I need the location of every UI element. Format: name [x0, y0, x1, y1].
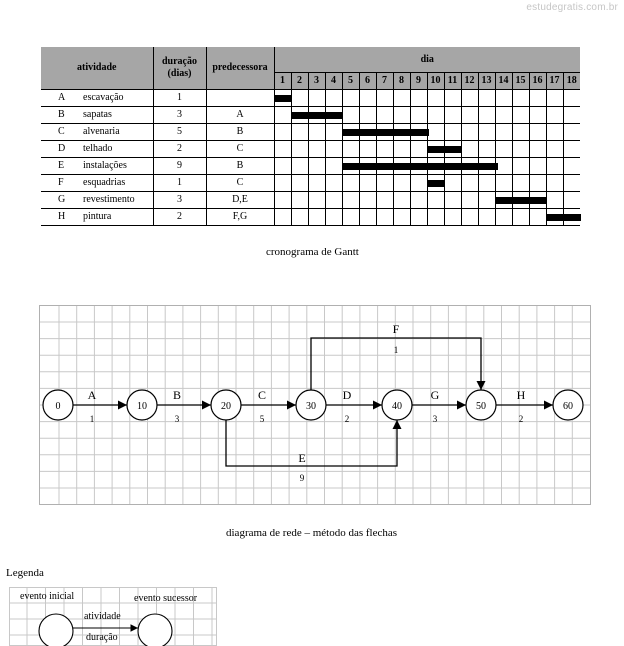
day-number: 14 — [495, 72, 512, 89]
watermark: estudegratis.com.br — [526, 2, 618, 13]
day-number: 5 — [342, 72, 359, 89]
legend-initial-node — [39, 614, 73, 646]
day-number: 11 — [444, 72, 461, 89]
day-number: 12 — [461, 72, 478, 89]
header-predecessor: predecessora — [206, 47, 274, 89]
activity-duration: 2 — [344, 414, 350, 424]
activity-label-f: F — [392, 322, 400, 336]
activity-predecessor: D,E — [206, 191, 274, 208]
activity-name: instalações — [83, 157, 153, 174]
activity-duration: 2 — [518, 414, 524, 424]
activity-name: telhado — [83, 140, 153, 157]
day-number: 15 — [512, 72, 529, 89]
activity-duration: 5 — [153, 123, 206, 140]
event-node-label: 30 — [306, 401, 316, 412]
day-number: 7 — [376, 72, 393, 89]
activity-predecessor: B — [206, 123, 274, 140]
activity-label: D — [342, 388, 352, 402]
activity-label: A — [87, 388, 97, 402]
day-number: 3 — [308, 72, 325, 89]
header-day: dia — [274, 47, 580, 72]
activity-predecessor: C — [206, 140, 274, 157]
activity-duration: 1 — [153, 174, 206, 191]
activity-label: G — [430, 388, 440, 402]
activity-duration: 2 — [153, 140, 206, 157]
activity-id: F — [41, 174, 83, 191]
day-number: 9 — [410, 72, 427, 89]
activity-duration: 3 — [432, 414, 438, 424]
header-duration: duração (dias) — [153, 47, 206, 89]
activity-duration-e: 9 — [299, 473, 305, 483]
activity-id: G — [41, 191, 83, 208]
activity-duration: 9 — [153, 157, 206, 174]
activity-duration: 2 — [153, 208, 206, 225]
day-number: 1 — [274, 72, 291, 89]
activity-duration: 1 — [89, 414, 95, 424]
legend-activity: atividade — [84, 611, 121, 622]
activity-arrow-e — [226, 420, 397, 466]
day-number: 10 — [427, 72, 444, 89]
day-number: 6 — [359, 72, 376, 89]
day-number: 2 — [291, 72, 308, 89]
event-node-label: 10 — [137, 401, 147, 412]
legend-duration: duração — [86, 632, 118, 643]
activity-label: C — [257, 388, 267, 402]
activity-label-e: E — [298, 451, 306, 465]
activity-name: sapatas — [83, 106, 153, 123]
activity-duration: 5 — [259, 414, 265, 424]
activity-name: revestimento — [83, 191, 153, 208]
activity-predecessor: C — [206, 174, 274, 191]
legend-initial-event: evento inicial — [20, 591, 75, 602]
activity-name: alvenaria — [83, 123, 153, 140]
activity-name: esquadrias — [83, 174, 153, 191]
activity-id: A — [41, 89, 83, 106]
day-number: 4 — [325, 72, 342, 89]
event-node-label: 60 — [563, 401, 573, 412]
day-number: 16 — [529, 72, 546, 89]
activity-duration: 3 — [153, 106, 206, 123]
event-node-label: 20 — [221, 401, 231, 412]
activity-duration: 3 — [153, 191, 206, 208]
event-node-label: 0 — [55, 401, 61, 412]
activity-id: H — [41, 208, 83, 225]
activity-id: E — [41, 157, 83, 174]
legend-successor-event: evento sucessor — [134, 593, 198, 604]
header-activity: atividade — [41, 47, 153, 89]
activity-predecessor: F,G — [206, 208, 274, 225]
activity-id: D — [41, 140, 83, 157]
day-number: 17 — [546, 72, 563, 89]
activity-id: B — [41, 106, 83, 123]
activity-predecessor: A — [206, 106, 274, 123]
day-number: 18 — [563, 72, 580, 89]
activity-duration-f: 1 — [393, 345, 399, 355]
gantt-caption: cronograma de Gantt — [266, 246, 359, 258]
activity-duration: 1 — [153, 89, 206, 106]
activity-label: H — [516, 388, 526, 402]
legend-title: Legenda — [6, 567, 44, 579]
activity-id: C — [41, 123, 83, 140]
activity-predecessor: B — [206, 157, 274, 174]
day-number: 8 — [393, 72, 410, 89]
activity-duration: 3 — [174, 414, 180, 424]
legend-successor-node — [138, 614, 172, 646]
activity-label: B — [172, 388, 182, 402]
activity-name: escavação — [83, 89, 153, 106]
network-caption: diagrama de rede – método das flechas — [226, 527, 398, 539]
activity-name: pintura — [83, 208, 153, 225]
event-node-label: 40 — [392, 401, 402, 412]
day-number: 13 — [478, 72, 495, 89]
event-node-label: 50 — [476, 401, 486, 412]
